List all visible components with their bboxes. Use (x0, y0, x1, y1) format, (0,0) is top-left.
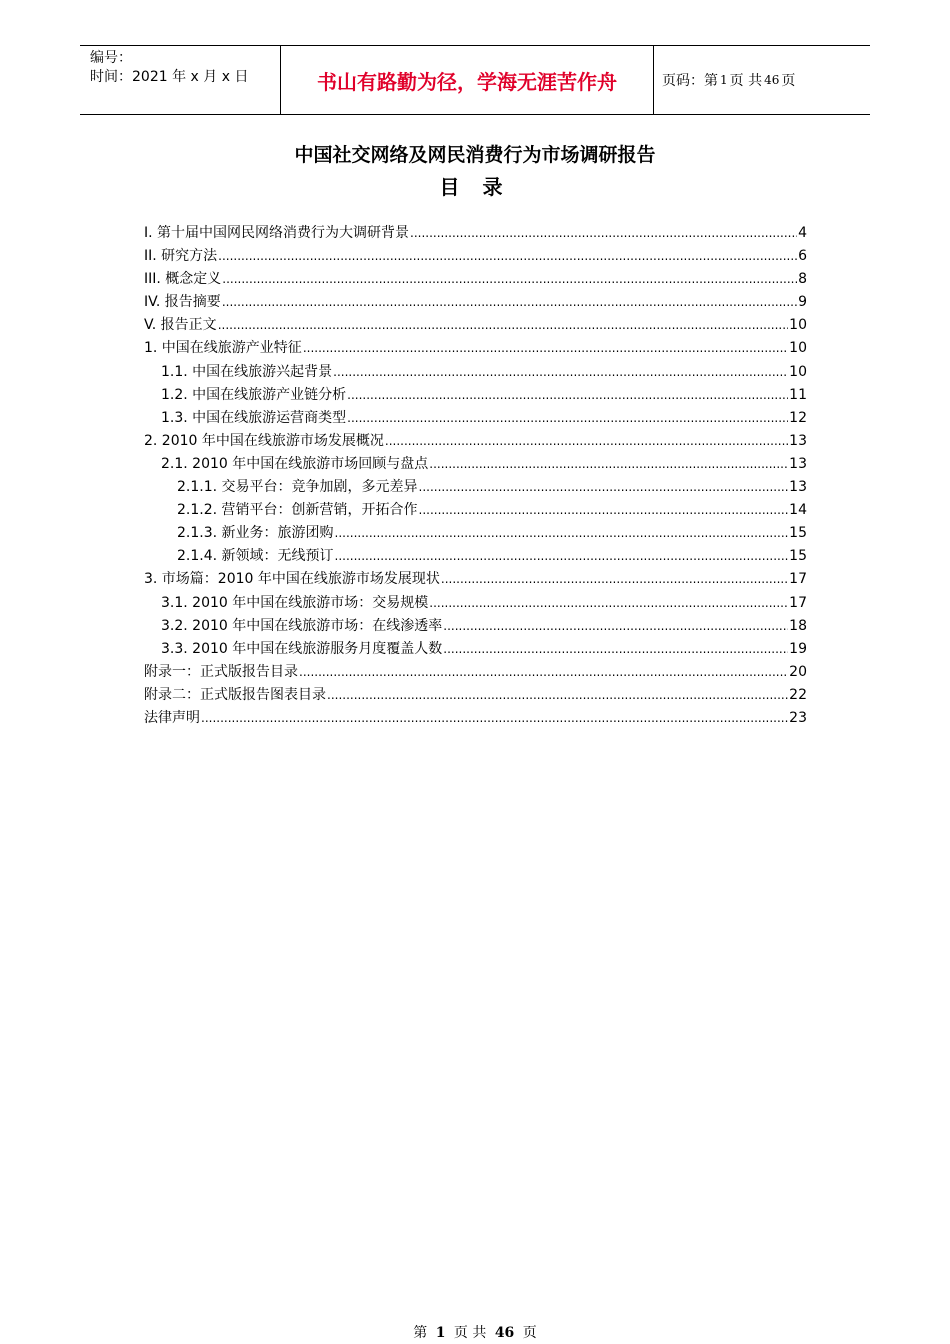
toc-entry[interactable] (144, 245, 807, 268)
toc-entry[interactable] (144, 476, 807, 499)
toc-entry-text: 1.1. 中国在线旅游兴起背景 (161, 363, 333, 380)
toc-entry[interactable] (144, 522, 807, 545)
toc-entry-page: 8 (798, 271, 807, 288)
header-meta (80, 46, 281, 114)
page-suffix: 页 (781, 73, 796, 89)
toc-leader-dots (347, 407, 788, 430)
toc-leader-dots (443, 638, 788, 661)
toc-entry-text: 2.1.1. 交易平台：竞争加剧，多元差异 (177, 479, 418, 496)
toc-entry-text: 1. 中国在线旅游产业特征 (144, 340, 302, 357)
toc-entry-page: 15 (789, 548, 807, 565)
footer-page-total: 46 (494, 1325, 515, 1341)
toc-entry-text: 2.1.3. 新业务：旅游团购 (177, 525, 334, 542)
toc-entry-text: 法律声明 (144, 709, 200, 726)
toc-entry-page: 13 (789, 432, 807, 449)
toc-entry-page: 15 (789, 525, 807, 542)
toc-entry[interactable] (144, 499, 807, 522)
toc-leader-dots (419, 499, 789, 522)
toc-entry[interactable] (144, 314, 807, 337)
toc-entry-page: 12 (789, 409, 807, 426)
toc-entry-text: 2. 2010 年中国在线旅游市场发展概况 (144, 432, 384, 449)
footer-suffix: 页 (522, 1325, 537, 1341)
toc-leader-dots (333, 361, 788, 384)
toc-leader-dots (299, 661, 788, 684)
toc-entry-text: II. 研究方法 (144, 248, 218, 265)
toc-entry-text: 1.3. 中国在线旅游运营商类型 (161, 409, 347, 426)
toc-entry-text: 2.1.4. 新领域：无线预订 (177, 548, 334, 565)
toc-entry[interactable] (144, 430, 807, 453)
toc-leader-dots (441, 568, 788, 591)
document-number-label: 编号： (90, 50, 132, 66)
toc-entry-text: 附录一：正式版报告目录 (144, 663, 298, 680)
toc-entry-page: 23 (789, 709, 807, 726)
toc-entry[interactable] (144, 337, 807, 360)
toc-leader-dots (385, 430, 788, 453)
toc-entry-page: 13 (789, 455, 807, 472)
toc-entry-page: 10 (789, 363, 807, 380)
toc-entry-text: I. 第十届中国网民网络消费行为大调研背景 (144, 225, 410, 241)
toc-entry[interactable] (144, 545, 807, 568)
toc-leader-dots (222, 268, 797, 291)
toc-entry-text: 3.3. 2010 年中国在线旅游服务月度覆盖人数 (161, 640, 443, 657)
toc-entry-text: 2.1.2. 营销平台：创新营销，开拓合作 (177, 502, 418, 519)
page-header (80, 45, 870, 115)
toc-entry-text: 2.1. 2010 年中国在线旅游市场回顾与盘点 (161, 455, 429, 472)
toc-entry[interactable] (144, 592, 807, 615)
toc-leader-dots (303, 337, 788, 360)
footer-page-current: 1 (435, 1325, 446, 1341)
toc-leader-dots (429, 453, 788, 476)
footer-prefix: 第 (413, 1325, 428, 1341)
toc-entry-page: 17 (789, 594, 807, 611)
header-motto: 书山有路勤为径，学海无涯苦作舟 (281, 46, 654, 114)
toc-entry-page: 14 (789, 502, 807, 519)
toc-entry-page: 11 (789, 386, 807, 403)
toc-leader-dots (335, 545, 789, 568)
toc-entry-page: 10 (789, 340, 807, 357)
page-total: 46 (764, 73, 780, 87)
toc-leader-dots (327, 684, 788, 707)
page-prefix: 页码：第 (662, 73, 718, 89)
toc-entry[interactable] (144, 568, 807, 591)
toc-entry[interactable] (144, 222, 807, 245)
toc-leader-dots (410, 222, 797, 245)
toc-entry-text: 1.2. 中国在线旅游产业链分析 (161, 386, 347, 403)
toc-leader-dots (335, 522, 789, 545)
page-footer (0, 1322, 950, 1342)
toc-heading: 目 录 (439, 175, 511, 199)
toc-entry-text: 3. 市场篇：2010 年中国在线旅游市场发展现状 (144, 571, 440, 588)
toc-leader-dots (222, 291, 797, 314)
document-title: 中国社交网络及网民消费行为市场调研报告 (294, 144, 656, 166)
toc-leader-dots (218, 314, 788, 337)
toc-entry-page: 18 (789, 617, 807, 634)
toc-leader-dots (347, 384, 788, 407)
toc-entry-page: 10 (789, 317, 807, 334)
header-page-info (654, 46, 870, 114)
toc-leader-dots (218, 245, 797, 268)
toc-entry[interactable] (144, 615, 807, 638)
toc-entry[interactable] (144, 707, 807, 730)
document-time-label: 时间：2021 年 x 月 x 日 (90, 69, 249, 85)
toc-entry[interactable] (144, 661, 807, 684)
page-current: 1 (720, 73, 728, 87)
toc-entry-page: 13 (789, 479, 807, 496)
toc-entry-text: 3.1. 2010 年中国在线旅游市场：交易规模 (161, 594, 429, 611)
toc-entry[interactable] (144, 407, 807, 430)
toc-entry-page: 6 (798, 248, 807, 265)
toc-entry-page: 17 (789, 571, 807, 588)
toc-entry[interactable] (144, 291, 807, 314)
toc-entry[interactable] (144, 638, 807, 661)
toc-leader-dots (443, 615, 788, 638)
page-mid: 页 共 (729, 73, 763, 89)
footer-mid: 页 共 (453, 1325, 487, 1341)
toc-entry-text: III. 概念定义 (144, 271, 222, 288)
toc-entry[interactable] (144, 684, 807, 707)
toc-entry-page: 9 (798, 294, 807, 311)
toc-entry-page: 20 (789, 663, 807, 680)
toc-entry[interactable] (144, 268, 807, 291)
toc-entry[interactable] (144, 453, 807, 476)
toc-entry-page: 22 (789, 686, 807, 703)
toc-entry-page: 4 (798, 225, 807, 241)
toc-entry-text: 3.2. 2010 年中国在线旅游市场：在线渗透率 (161, 617, 443, 634)
toc-leader-dots (429, 592, 788, 615)
toc-entry-text: IV. 报告摘要 (144, 294, 221, 311)
toc-entry[interactable] (144, 384, 807, 407)
toc-entry-text: V. 报告正文 (144, 317, 217, 334)
table-of-contents (144, 222, 807, 730)
toc-entry-text: 附录二：正式版报告图表目录 (144, 686, 326, 703)
toc-entry[interactable] (144, 361, 807, 384)
toc-leader-dots (419, 476, 789, 499)
toc-leader-dots (201, 707, 788, 730)
toc-entry-page: 19 (789, 640, 807, 657)
